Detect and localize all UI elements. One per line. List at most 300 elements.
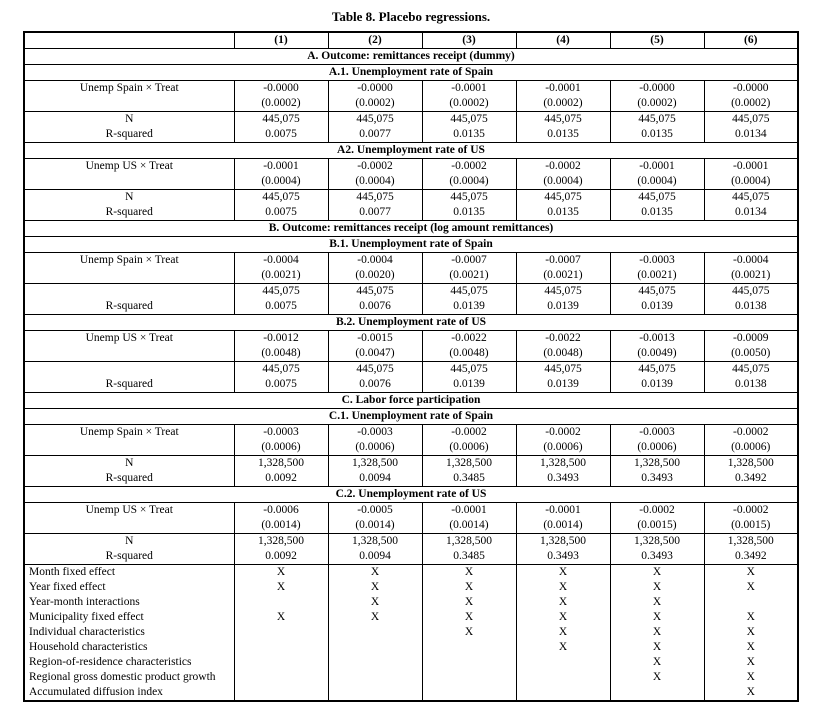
coef-cell: -0.0006 <box>234 503 328 519</box>
row-label: Unemp US × Treat <box>24 503 234 519</box>
fe-mark-cell <box>328 685 422 701</box>
fe-row <box>24 610 798 625</box>
coef-cell: -0.0003 <box>610 253 704 269</box>
fe-row <box>24 595 798 610</box>
table-block <box>24 409 798 425</box>
se-cell: (0.0021) <box>422 268 516 284</box>
row-label: Unemp Spain × Treat <box>24 425 234 441</box>
coef-cell: -0.0003 <box>234 425 328 441</box>
row-label: R-squared <box>24 299 234 315</box>
n-cell: 445,075 <box>234 112 328 128</box>
table-block <box>24 221 798 237</box>
fe-mark-cell <box>422 640 516 655</box>
r2-cell: 0.0094 <box>328 471 422 487</box>
column-header: (1) <box>234 32 328 49</box>
se-cell: (0.0006) <box>516 440 610 456</box>
coefficient-row <box>24 331 798 347</box>
r2-cell: 0.0139 <box>422 299 516 315</box>
r2-cell: 0.0138 <box>704 299 798 315</box>
table-block <box>24 362 798 393</box>
r2-cell: 0.0134 <box>704 205 798 221</box>
n-row <box>24 112 798 128</box>
fe-row <box>24 670 798 685</box>
n-cell: 1,328,500 <box>704 534 798 550</box>
subpanel-header-row <box>24 315 798 331</box>
r-squared-row <box>24 299 798 315</box>
n-cell: 445,075 <box>328 112 422 128</box>
coefficient-row <box>24 81 798 97</box>
r2-cell: 0.0135 <box>516 127 610 143</box>
table-block <box>24 425 798 456</box>
r2-cell: 0.0139 <box>516 299 610 315</box>
fe-row <box>24 580 798 595</box>
fe-mark-cell: X <box>234 610 328 625</box>
subpanel-header-row <box>24 409 798 425</box>
row-label: N <box>24 190 234 206</box>
row-label: Unemp Spain × Treat <box>24 81 234 97</box>
r2-cell: 0.3493 <box>610 471 704 487</box>
coef-cell: -0.0003 <box>328 425 422 441</box>
fe-mark-cell <box>234 625 328 640</box>
column-header-row <box>24 32 798 49</box>
fe-mark-cell: X <box>610 640 704 655</box>
fe-mark-cell <box>516 655 610 670</box>
fe-mark-cell: X <box>234 580 328 595</box>
row-label: Unemp US × Treat <box>24 331 234 347</box>
n-cell: 1,328,500 <box>610 534 704 550</box>
r2-cell: 0.0075 <box>234 299 328 315</box>
n-cell: 445,075 <box>422 112 516 128</box>
se-cell: (0.0006) <box>704 440 798 456</box>
row-label <box>24 440 234 456</box>
fe-mark-cell <box>234 670 328 685</box>
fe-label: Regional gross domestic product growth <box>24 670 234 685</box>
fe-mark-cell: X <box>704 670 798 685</box>
table-block <box>24 143 798 159</box>
r2-cell: 0.0077 <box>328 205 422 221</box>
fe-mark-cell <box>328 655 422 670</box>
fe-row <box>24 655 798 670</box>
fe-mark-cell: X <box>516 640 610 655</box>
n-cell: 1,328,500 <box>422 534 516 550</box>
se-cell: (0.0048) <box>516 346 610 362</box>
se-cell: (0.0014) <box>234 518 328 534</box>
coef-cell: -0.0002 <box>516 159 610 175</box>
fe-mark-cell: X <box>610 670 704 685</box>
coef-cell: -0.0002 <box>328 159 422 175</box>
row-label: R-squared <box>24 471 234 487</box>
table-block <box>24 112 798 143</box>
r2-cell: 0.0135 <box>610 127 704 143</box>
coef-cell: -0.0003 <box>610 425 704 441</box>
se-cell: (0.0049) <box>610 346 704 362</box>
r2-cell: 0.3493 <box>516 471 610 487</box>
r-squared-row <box>24 377 798 393</box>
fe-mark-cell: X <box>610 610 704 625</box>
r2-cell: 0.0135 <box>516 205 610 221</box>
se-row <box>24 96 798 112</box>
n-cell: 1,328,500 <box>704 456 798 472</box>
fe-mark-cell: X <box>704 685 798 701</box>
n-cell: 445,075 <box>516 190 610 206</box>
n-cell: 1,328,500 <box>234 534 328 550</box>
subpanel-header-row <box>24 237 798 253</box>
fe-mark-cell <box>234 640 328 655</box>
n-cell: 445,075 <box>422 284 516 300</box>
fe-mark-cell: X <box>610 595 704 610</box>
coef-cell: -0.0000 <box>610 81 704 97</box>
fe-mark-cell: X <box>422 625 516 640</box>
table-block <box>24 159 798 190</box>
subpanel-header-row <box>24 143 798 159</box>
row-label: R-squared <box>24 377 234 393</box>
coef-cell: -0.0002 <box>704 425 798 441</box>
fe-mark-cell: X <box>610 580 704 595</box>
row-label <box>24 174 234 190</box>
fe-mark-cell: X <box>516 610 610 625</box>
fe-mark-cell <box>610 685 704 701</box>
table-block <box>24 503 798 534</box>
fe-mark-cell <box>422 670 516 685</box>
n-cell: 445,075 <box>422 362 516 378</box>
se-cell: (0.0014) <box>422 518 516 534</box>
subpanel-header: B.2. Unemployment rate of US <box>24 315 798 331</box>
coef-cell: -0.0000 <box>704 81 798 97</box>
se-cell: (0.0015) <box>610 518 704 534</box>
fe-row <box>24 685 798 701</box>
r-squared-row <box>24 205 798 221</box>
table-block <box>24 393 798 409</box>
r2-cell: 0.0139 <box>516 377 610 393</box>
row-label: R-squared <box>24 549 234 565</box>
panel-header: B. Outcome: remittances receipt (log amount remittances) <box>24 221 798 237</box>
subpanel-header: C.1. Unemployment rate of Spain <box>24 409 798 425</box>
coef-cell: -0.0007 <box>516 253 610 269</box>
fe-mark-cell: X <box>704 640 798 655</box>
coef-cell: -0.0012 <box>234 331 328 347</box>
coefficient-row <box>24 253 798 269</box>
table-block <box>24 81 798 112</box>
n-cell: 445,075 <box>610 362 704 378</box>
panel-header-row <box>24 221 798 237</box>
n-cell: 445,075 <box>328 284 422 300</box>
subpanel-header: C.2. Unemployment rate of US <box>24 487 798 503</box>
row-label: N <box>24 456 234 472</box>
fe-mark-cell: X <box>704 655 798 670</box>
coef-cell: -0.0001 <box>516 81 610 97</box>
r2-cell: 0.0075 <box>234 205 328 221</box>
fe-mark-cell: X <box>328 610 422 625</box>
panel-header: A. Outcome: remittances receipt (dummy) <box>24 49 798 65</box>
n-cell: 445,075 <box>610 190 704 206</box>
fe-label: Municipality fixed effect <box>24 610 234 625</box>
fe-mark-cell <box>328 625 422 640</box>
subpanel-header-row <box>24 487 798 503</box>
se-cell: (0.0002) <box>328 96 422 112</box>
r2-cell: 0.3492 <box>704 471 798 487</box>
fe-mark-cell: X <box>328 565 422 581</box>
n-cell: 1,328,500 <box>610 456 704 472</box>
fe-mark-cell <box>328 640 422 655</box>
r2-cell: 0.0139 <box>610 377 704 393</box>
fe-mark-cell <box>328 670 422 685</box>
r2-cell: 0.0135 <box>422 127 516 143</box>
table-block <box>24 253 798 284</box>
se-cell: (0.0050) <box>704 346 798 362</box>
se-cell: (0.0004) <box>516 174 610 190</box>
se-cell: (0.0020) <box>328 268 422 284</box>
column-header: (5) <box>610 32 704 49</box>
r2-cell: 0.0135 <box>610 205 704 221</box>
fe-mark-cell: X <box>328 580 422 595</box>
table-block <box>24 315 798 331</box>
r2-cell: 0.0139 <box>422 377 516 393</box>
coef-cell: -0.0000 <box>234 81 328 97</box>
coef-cell: -0.0000 <box>328 81 422 97</box>
n-cell: 445,075 <box>422 190 516 206</box>
fe-mark-cell: X <box>704 580 798 595</box>
n-cell: 445,075 <box>234 284 328 300</box>
r2-cell: 0.0077 <box>328 127 422 143</box>
coef-cell: -0.0002 <box>704 503 798 519</box>
column-header: (6) <box>704 32 798 49</box>
fe-row <box>24 625 798 640</box>
panel-header: C. Labor force participation <box>24 393 798 409</box>
n-cell: 445,075 <box>516 362 610 378</box>
coef-cell: -0.0001 <box>422 503 516 519</box>
fe-label: Year fixed effect <box>24 580 234 595</box>
coef-cell: -0.0001 <box>610 159 704 175</box>
se-cell: (0.0014) <box>328 518 422 534</box>
fe-mark-cell: X <box>328 595 422 610</box>
n-cell: 445,075 <box>328 190 422 206</box>
fe-row <box>24 565 798 581</box>
fe-mark-cell: X <box>610 655 704 670</box>
fe-mark-cell <box>516 670 610 685</box>
row-label: Unemp US × Treat <box>24 159 234 175</box>
r-squared-row <box>24 549 798 565</box>
subpanel-header-row <box>24 65 798 81</box>
row-label <box>24 346 234 362</box>
coef-cell: -0.0013 <box>610 331 704 347</box>
coef-cell: -0.0002 <box>610 503 704 519</box>
table-block <box>24 49 798 65</box>
coef-cell: -0.0004 <box>328 253 422 269</box>
se-cell: (0.0006) <box>610 440 704 456</box>
se-cell: (0.0014) <box>516 518 610 534</box>
r2-cell: 0.0075 <box>234 377 328 393</box>
n-cell: 445,075 <box>704 362 798 378</box>
fe-mark-cell <box>704 595 798 610</box>
se-cell: (0.0004) <box>328 174 422 190</box>
se-row <box>24 174 798 190</box>
r2-cell: 0.0076 <box>328 377 422 393</box>
se-row <box>24 268 798 284</box>
coef-cell: -0.0002 <box>516 425 610 441</box>
coef-cell: -0.0001 <box>516 503 610 519</box>
row-label: R-squared <box>24 205 234 221</box>
fe-mark-cell <box>234 685 328 701</box>
fe-mark-cell: X <box>422 610 516 625</box>
se-cell: (0.0021) <box>610 268 704 284</box>
n-row <box>24 362 798 378</box>
coef-cell: -0.0004 <box>234 253 328 269</box>
table-block <box>24 331 798 362</box>
r2-cell: 0.0076 <box>328 299 422 315</box>
n-cell: 1,328,500 <box>328 534 422 550</box>
n-cell: 445,075 <box>234 362 328 378</box>
fe-label: Year-month interactions <box>24 595 234 610</box>
fe-mark-cell: X <box>422 565 516 581</box>
table-title: Table 8. Placebo regressions. <box>331 9 491 24</box>
fe-row <box>24 640 798 655</box>
row-label <box>24 284 234 300</box>
row-label: N <box>24 534 234 550</box>
r2-cell: 0.0094 <box>328 549 422 565</box>
se-cell: (0.0004) <box>234 174 328 190</box>
fe-mark-cell: X <box>516 580 610 595</box>
se-cell: (0.0002) <box>704 96 798 112</box>
column-header: (3) <box>422 32 516 49</box>
n-row <box>24 190 798 206</box>
subpanel-header: A2. Unemployment rate of US <box>24 143 798 159</box>
se-cell: (0.0004) <box>610 174 704 190</box>
n-cell: 445,075 <box>610 284 704 300</box>
row-label-header <box>24 32 234 49</box>
coefficient-row <box>24 425 798 441</box>
se-row <box>24 440 798 456</box>
coef-cell: -0.0005 <box>328 503 422 519</box>
r2-cell: 0.0075 <box>234 127 328 143</box>
panel-header-row <box>24 49 798 65</box>
table-block <box>24 65 798 81</box>
coef-cell: -0.0001 <box>704 159 798 175</box>
coef-cell: -0.0022 <box>516 331 610 347</box>
coef-cell: -0.0002 <box>422 159 516 175</box>
row-label <box>24 362 234 378</box>
coef-cell: -0.0022 <box>422 331 516 347</box>
fe-mark-cell <box>516 685 610 701</box>
coef-cell: -0.0002 <box>422 425 516 441</box>
subpanel-header: B.1. Unemployment rate of Spain <box>24 237 798 253</box>
fe-mark-cell: X <box>516 595 610 610</box>
n-cell: 445,075 <box>328 362 422 378</box>
se-cell: (0.0002) <box>234 96 328 112</box>
r2-cell: 0.3485 <box>422 549 516 565</box>
coef-cell: -0.0015 <box>328 331 422 347</box>
row-label: R-squared <box>24 127 234 143</box>
coef-cell: -0.0007 <box>422 253 516 269</box>
coefficient-row <box>24 159 798 175</box>
r2-cell: 0.3492 <box>704 549 798 565</box>
se-cell: (0.0004) <box>422 174 516 190</box>
table-block <box>24 32 798 49</box>
row-label <box>24 96 234 112</box>
n-cell: 445,075 <box>516 112 610 128</box>
panel-header-row <box>24 393 798 409</box>
n-cell: 445,075 <box>610 112 704 128</box>
fe-mark-cell: X <box>610 625 704 640</box>
n-row <box>24 456 798 472</box>
se-cell: (0.0004) <box>704 174 798 190</box>
table-block <box>24 190 798 221</box>
fe-mark-cell: X <box>422 580 516 595</box>
se-cell: (0.0015) <box>704 518 798 534</box>
fe-mark-cell: X <box>704 565 798 581</box>
n-row <box>24 534 798 550</box>
n-cell: 445,075 <box>516 284 610 300</box>
table-block <box>24 284 798 315</box>
fe-mark-cell <box>422 685 516 701</box>
n-cell: 445,075 <box>704 284 798 300</box>
r2-cell: 0.0134 <box>704 127 798 143</box>
r-squared-row <box>24 471 798 487</box>
coef-cell: -0.0004 <box>704 253 798 269</box>
fe-mark-cell <box>422 655 516 670</box>
r2-cell: 0.0092 <box>234 549 328 565</box>
se-cell: (0.0048) <box>422 346 516 362</box>
subpanel-header: A.1. Unemployment rate of Spain <box>24 65 798 81</box>
fe-mark-cell: X <box>704 625 798 640</box>
r2-cell: 0.0135 <box>422 205 516 221</box>
n-row <box>24 284 798 300</box>
fe-mark-cell: X <box>422 595 516 610</box>
placebo-regressions-table <box>23 31 799 702</box>
table-block <box>24 534 798 565</box>
fe-label: Month fixed effect <box>24 565 234 581</box>
se-row <box>24 346 798 362</box>
fe-label: Accumulated diffusion index <box>24 685 234 701</box>
se-cell: (0.0006) <box>328 440 422 456</box>
fe-mark-cell: X <box>516 565 610 581</box>
r2-cell: 0.0092 <box>234 471 328 487</box>
coef-cell: -0.0001 <box>422 81 516 97</box>
column-header: (2) <box>328 32 422 49</box>
table-block <box>24 456 798 487</box>
se-cell: (0.0021) <box>704 268 798 284</box>
r2-cell: 0.3485 <box>422 471 516 487</box>
table-block <box>24 487 798 503</box>
se-cell: (0.0002) <box>516 96 610 112</box>
n-cell: 445,075 <box>234 190 328 206</box>
fe-mark-cell <box>234 595 328 610</box>
se-cell: (0.0002) <box>610 96 704 112</box>
n-cell: 1,328,500 <box>234 456 328 472</box>
fe-mark-cell: X <box>234 565 328 581</box>
row-label: N <box>24 112 234 128</box>
se-cell: (0.0002) <box>422 96 516 112</box>
n-cell: 1,328,500 <box>422 456 516 472</box>
n-cell: 1,328,500 <box>516 456 610 472</box>
se-row <box>24 518 798 534</box>
n-cell: 445,075 <box>704 112 798 128</box>
coef-cell: -0.0001 <box>234 159 328 175</box>
r-squared-row <box>24 127 798 143</box>
se-cell: (0.0006) <box>422 440 516 456</box>
fe-label: Region-of-residence characteristics <box>24 655 234 670</box>
document-page <box>0 9 822 702</box>
se-cell: (0.0006) <box>234 440 328 456</box>
row-label <box>24 268 234 284</box>
coef-cell: -0.0009 <box>704 331 798 347</box>
fe-mark-cell <box>234 655 328 670</box>
r2-cell: 0.0138 <box>704 377 798 393</box>
r2-cell: 0.0139 <box>610 299 704 315</box>
fe-label: Household characteristics <box>24 640 234 655</box>
fe-mark-cell: X <box>610 565 704 581</box>
table-block <box>24 565 798 702</box>
se-cell: (0.0047) <box>328 346 422 362</box>
